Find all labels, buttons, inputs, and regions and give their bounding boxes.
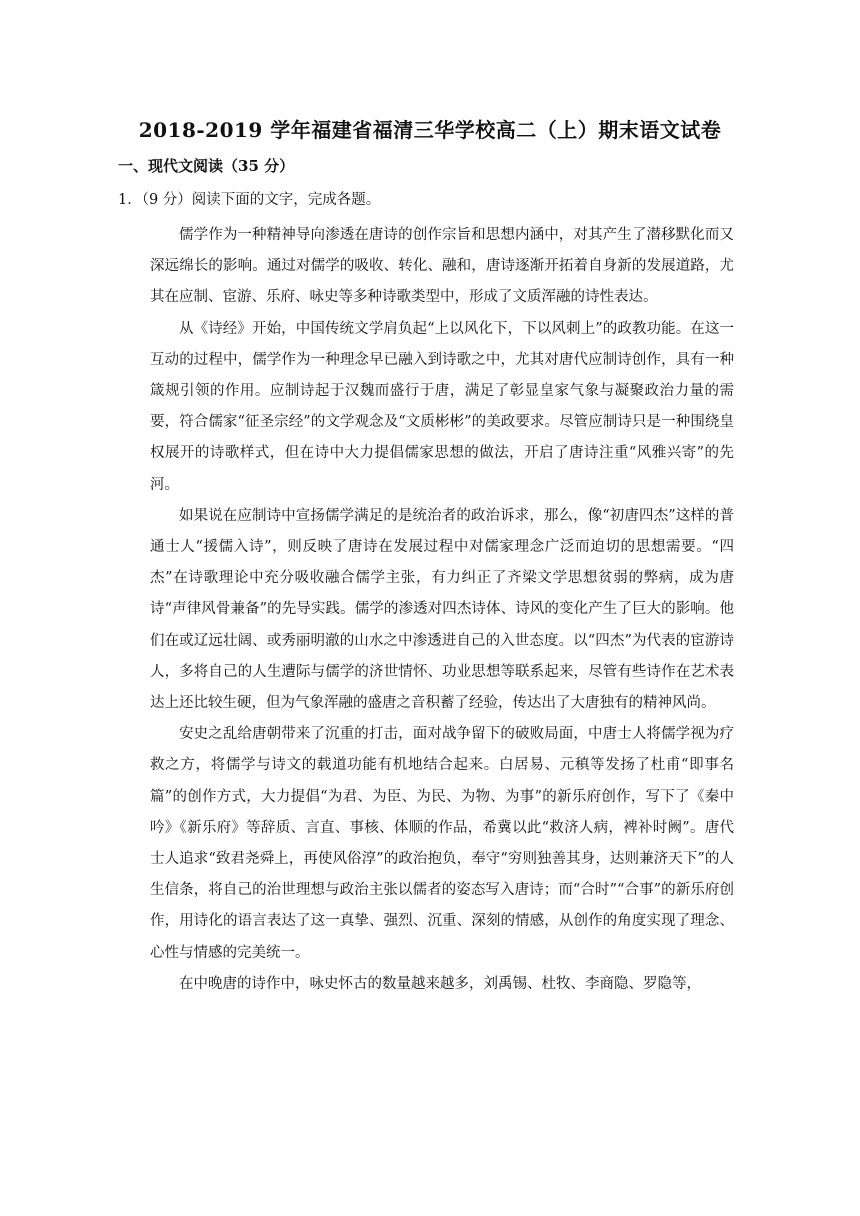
passage-body: [150, 220, 734, 1000]
passage-paragraph-5: 在中晚唐的诗作中，咏史怀古的数量越来越多，刘禹锡、杜牧、李商隐、罗隐等，: [179, 975, 701, 992]
passage-paragraph-4: 安史之乱给唐朝带来了沉重的打击，面对战争留下的破败局面，中唐士人将儒学视为疗救之方，将儒学与诗文的载道功能有机地结合起来。白居易、元稹等发扬了杜甫“即事名篇”的创作方式，大力提倡“为君、为臣、为民、为物、为事”的新乐府创作，写下了《秦中吟》《新乐府》等辞质、言直、事核、体顺的作品，希冀以此“救济人病，裨补时阙”。唐代士人追求“致君尧舜上，再使风俗淳”的政治抱负，奉守“穷则独善其身，达则兼济天下”的人生信条，将自己的治世理想与政治主张以儒者的姿态写入唐诗；而“合时”“合事”的新乐府创作，用诗化的语言表达了这一真挚、强烈、沉重、深刻的情感，从创作的角度实现了理念、心性与情感的完美统一。: [150, 726, 734, 961]
question-line: 1．（9 分）阅读下面的文字，完成各题。: [118, 192, 381, 208]
document-title: 2018-2019 学年福建省福清三华学校高二（上）期末语文试卷: [138, 118, 722, 142]
passage-paragraph-3: 如果说在应制诗中宣扬儒学满足的是统治者的政治诉求，那么，像“初唐四杰”这样的普通士人“援儒入诗”，则反映了唐诗在发展过程中对儒家理念广泛而迫切的思想需要。“四杰”在诗歌理论中充分吸收融合儒学主张，有力纠正了齐梁文学思想贫弱的弊病，成为唐诗“声律风骨兼备”的先导实践。儒学的渗透对四杰诗体、诗风的变化产生了巨大的影响。他们在或辽远壮阔、或秀丽明澈的山水之中渗透进自己的入世态度。以“四杰”为代表的宦游诗人，多将自己的人生遭际与儒学的济世情怀、功业思想等联系起来，尽管有些诗作在艺术表达上还比较生硬，但为气象浑融的盛唐之音积蓄了经验，传达出了大唐独有的精神风尚。: [150, 507, 734, 712]
passage-paragraph-1: 儒学作为一种精神导向渗透在唐诗的创作宗旨和思想内涵中，对其产生了潜移默化而又深远绵长的影响。通过对儒学的吸收、转化、融和，唐诗逐渐开拓着自身新的发展道路，尤其在应制、宦游、乐府、咏史等多种诗歌类型中，形成了文质浑融的诗性表达。: [150, 227, 734, 306]
passage-paragraph-2: 从《诗经》开始，中国传统文学肩负起“上以风化下，下以风刺上”的政教功能。在这一互动的过程中，儒学作为一种理念早已融入到诗歌之中，尤其对唐代应制诗创作，具有一种箴规引领的作用。应制诗起于汉魏而盛行于唐，满足了彰显皇家气象与凝聚政治力量的需要，符合儒家“征圣宗经”的文学观念及“文质彬彬”的美政要求。尽管应制诗只是一种围绕皇权展开的诗歌样式，但在诗中大力提倡儒家思想的做法，开启了唐诗注重“风雅兴寄”的先河。: [150, 320, 734, 493]
section-heading: 一、现代文阅读（35 分）: [118, 157, 295, 175]
